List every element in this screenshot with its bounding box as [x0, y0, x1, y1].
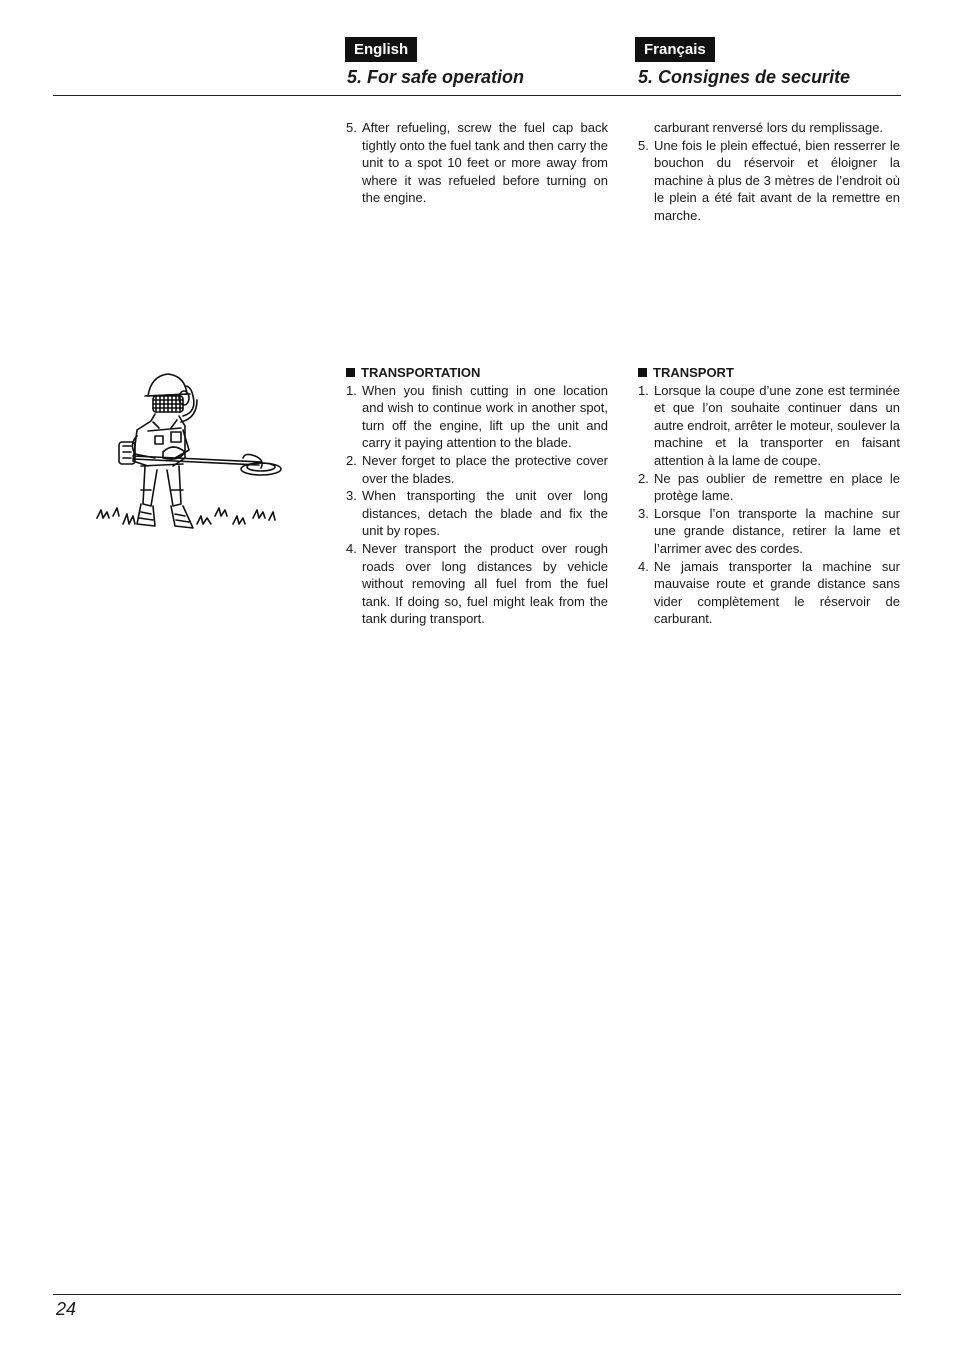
- item-text: Lorsque l’on transporte la machine sur une grande distance, retirer la lame et l’arrimer avec des cordes.: [654, 505, 900, 556]
- item-text: Ne jamais transporter la machine sur mauvaise route et grande distance sans vider complètement le réservoir de carburant.: [654, 558, 900, 627]
- heading-text: TRANSPORTATION: [361, 365, 481, 380]
- header-divider: [53, 95, 901, 96]
- operator-with-brush-cutter-icon: [93, 366, 283, 536]
- list-item: [346, 119, 608, 207]
- list-item: [638, 382, 900, 470]
- item-number: 5.: [638, 137, 649, 153]
- bullet-square-icon: [346, 368, 355, 377]
- item-number: 4.: [346, 540, 357, 556]
- english-refuel-block: [346, 119, 608, 207]
- section-title-english: 5. For safe operation: [347, 67, 525, 87]
- item-text: Never transport the product over rough roads over long distances by vehicle without removing all fuel from the fuel tank. If doing so, fuel might leak from the tank during transport.: [362, 540, 608, 627]
- item-number: 1.: [638, 382, 649, 398]
- list-item: [638, 137, 900, 225]
- list-item: [346, 382, 608, 452]
- list-item: [346, 487, 608, 540]
- item-number: 4.: [638, 558, 649, 574]
- section-heading: [638, 364, 900, 382]
- item-number: 2.: [638, 470, 649, 486]
- bullet-square-icon: [638, 368, 647, 377]
- french-refuel-block: [638, 119, 900, 225]
- list-item: [346, 540, 608, 628]
- item-text: Ne pas oublier de remettre en place le protège lame.: [654, 470, 900, 504]
- list-item: [638, 505, 900, 558]
- page-number: 24: [56, 1299, 77, 1319]
- list-item: [638, 558, 900, 628]
- item-number: 1.: [346, 382, 357, 398]
- item-text: Une fois le plein effectué, bien resserrer le bouchon du réservoir et éloigner la machine à plus de 3 mètres de l’endroit où le plein a été fait avant de la remettre en marche.: [654, 137, 900, 223]
- heading-text: TRANSPORT: [653, 365, 734, 380]
- item-text: After refueling, screw the fuel cap back tightly onto the fuel tank and then carry the unit to a spot 10 feet or more away from where it was refueled before turning on the engine.: [362, 120, 608, 206]
- item-number: 5.: [346, 120, 357, 135]
- language-badge-english: English: [345, 37, 417, 62]
- item-text: Lorsque la coupe d’une zone est terminée et que l’on souhaite continuer dans un autre endroit, arrêter le moteur, soulever la machine et la transporter en faisant attention à la lame de coupe.: [654, 382, 900, 468]
- section-heading: [346, 364, 608, 382]
- continuation-text: carburant renversé lors du remplissage.: [654, 120, 884, 135]
- language-badge-french: Français: [635, 37, 715, 62]
- section-title-french: 5. Consignes de securite: [638, 67, 851, 87]
- item-text: When you finish cutting in one location and wish to continue work in another spot, turn off the engine, lift up the unit and carry it paying attention to the blade.: [362, 382, 608, 451]
- list-item: [346, 452, 608, 487]
- item-number: 3.: [638, 505, 649, 521]
- item-text: Never forget to place the protective cover over the blades.: [362, 452, 608, 486]
- english-transportation-section: [346, 364, 608, 628]
- footer-divider: [53, 1294, 901, 1295]
- item-number: 3.: [346, 488, 357, 504]
- item-number: 2.: [346, 452, 357, 468]
- list-item: [638, 470, 900, 505]
- french-transport-section: [638, 364, 900, 628]
- item-text: When transporting the unit over long distances, detach the blade and fix the unit by ropes.: [362, 488, 608, 539]
